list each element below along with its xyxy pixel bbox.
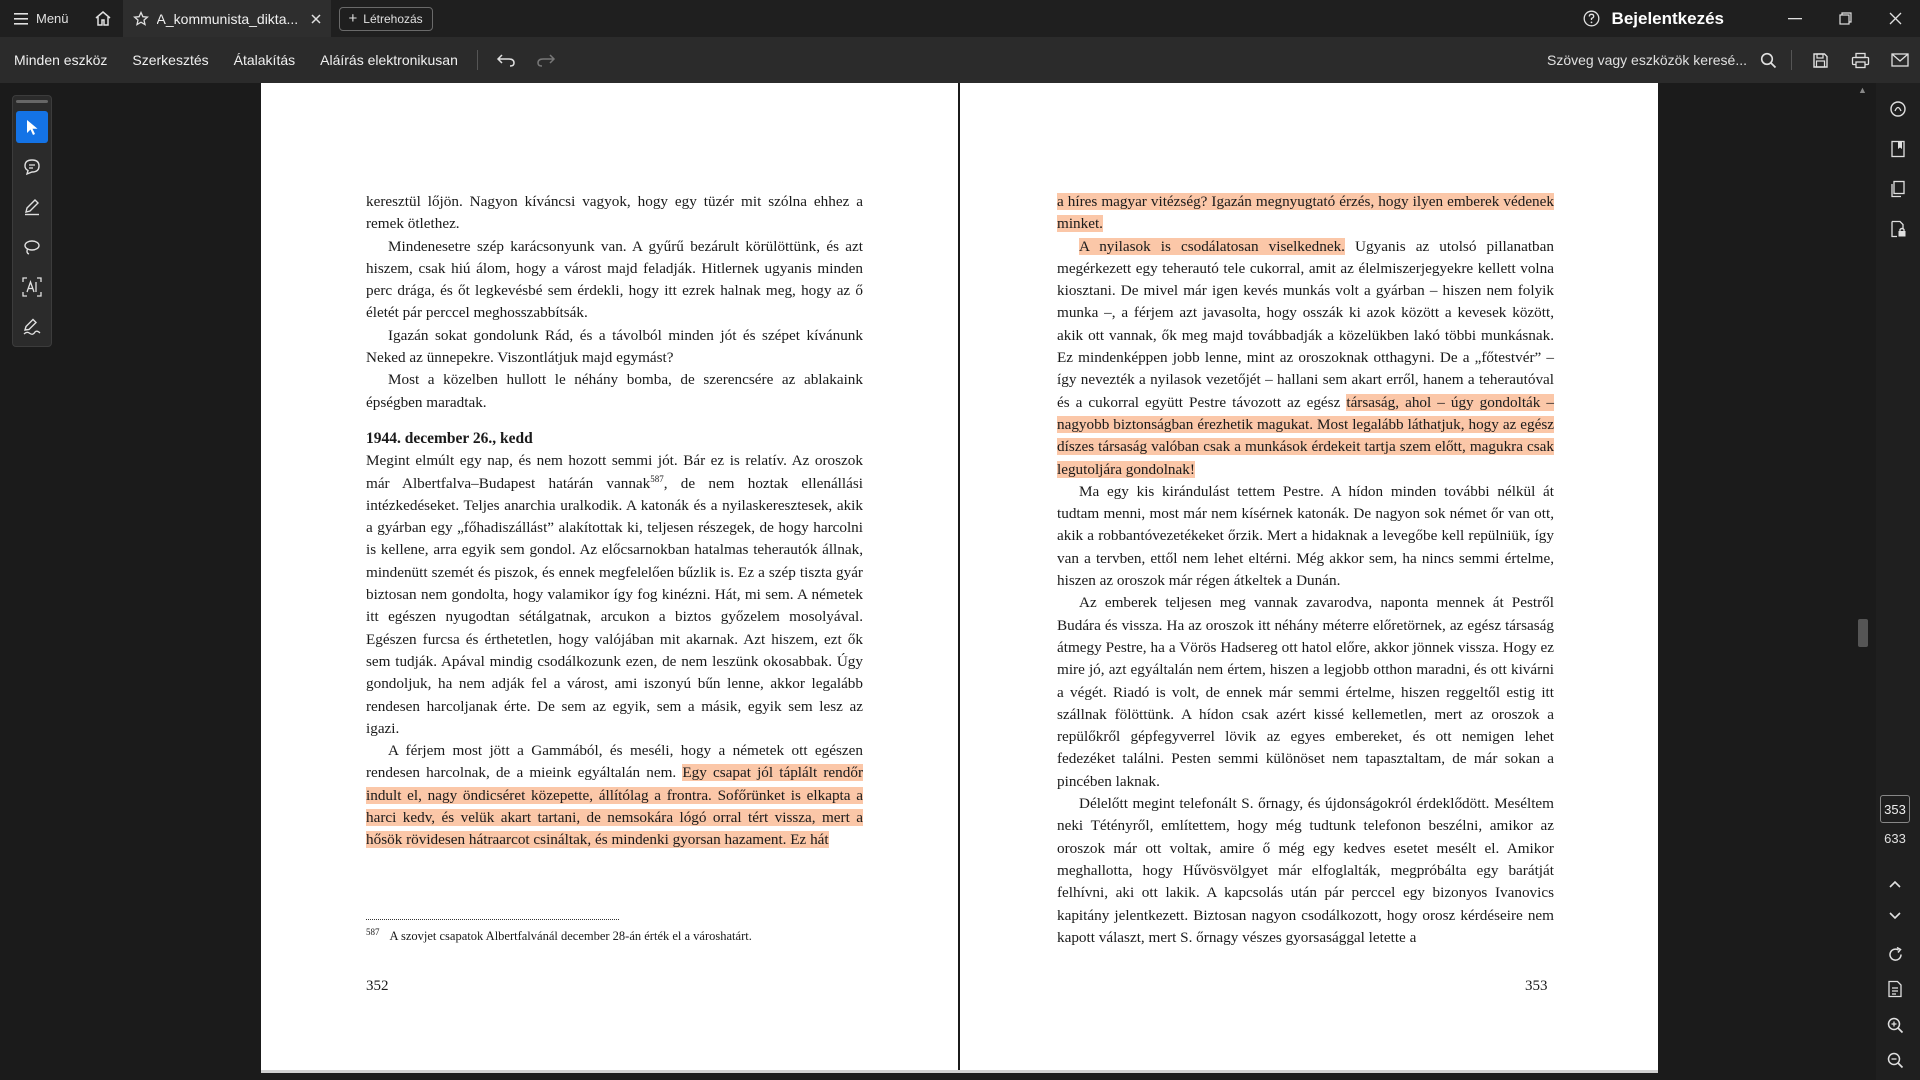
- paragraph: keresztül lőjön. Nagyon kíváncsi vagyok, hogy egy tüzér mit szólna ehhez a remek ötlethez.: [366, 193, 863, 233]
- redo-icon: [536, 53, 556, 67]
- search-tools-input[interactable]: Szöveg vagy eszközök keresé...: [1547, 52, 1747, 68]
- text-run: A férjem most jött a Gammából, és meséli, hogy a németek ott egészen rendesen harcolnak, de a mieink egyáltalán nem.: [366, 742, 863, 782]
- ai-assistant-button[interactable]: [1876, 89, 1920, 129]
- save-button[interactable]: [1800, 37, 1840, 83]
- footnote: [366, 927, 863, 944]
- edit-menu[interactable]: Szerkesztés: [132, 52, 209, 68]
- pages-button[interactable]: [1876, 169, 1920, 209]
- quick-tools-panel: [12, 95, 52, 347]
- title-bar: [0, 0, 1920, 37]
- document-tab[interactable]: [123, 0, 331, 37]
- highlight-annotation[interactable]: társaság, ahol – úgy gondolták – nagyobb biztonságban érezhetik magukat. Most legalább láthatjuk, hogy az egész díszes társaság valóban csak a munkások érdekeit tartja szem előtt, magukra csak legutoljára gondolnak!: [1057, 393, 1554, 478]
- zoom-in-icon: [1887, 1017, 1904, 1034]
- toolbar-divider: [1791, 50, 1792, 70]
- star-icon[interactable]: [133, 11, 149, 27]
- plus-icon: +: [348, 10, 358, 27]
- esign-menu[interactable]: Aláírás elektronikusan: [320, 52, 458, 68]
- restore-button[interactable]: [1820, 0, 1870, 37]
- footnote-text: A szovjet csapatok Albertfalvánál december 28-án érték el a városhatárt.: [389, 929, 752, 944]
- menu-label: Menü: [36, 11, 69, 26]
- paragraph: [366, 450, 863, 740]
- rotate-icon: [1887, 946, 1904, 963]
- page-number: 352: [366, 978, 389, 994]
- create-label: Létrehozás: [363, 11, 423, 26]
- next-page-button[interactable]: [1876, 896, 1914, 936]
- paragraph: [366, 740, 863, 851]
- right-side-panel: [1876, 83, 1920, 1080]
- redo-button[interactable]: [526, 37, 566, 83]
- zoom-in-button[interactable]: [1876, 1005, 1914, 1045]
- help-icon: [1583, 10, 1600, 27]
- page-display-button[interactable]: [1876, 969, 1914, 1009]
- zoom-out-icon: [1887, 1052, 1904, 1069]
- search-icon: [1760, 52, 1777, 69]
- vertical-scrollbar[interactable]: [1856, 83, 1868, 1080]
- close-window-button[interactable]: [1870, 0, 1920, 37]
- hamburger-icon: [14, 13, 28, 25]
- restore-icon: [1839, 12, 1852, 25]
- highlight-tool[interactable]: [16, 191, 48, 223]
- save-icon: [1812, 52, 1829, 69]
- lock-document-icon: [1889, 220, 1907, 238]
- sign-tool[interactable]: [16, 311, 48, 343]
- login-button[interactable]: Bejelentkezés: [1611, 8, 1724, 28]
- chevron-up-icon: [1889, 880, 1901, 888]
- paragraph: Most a közelben hullott le néhány bomba, de szerencsére az ablakaink épségben maradtak.: [366, 371, 863, 411]
- main-toolbar: [0, 37, 1920, 83]
- mail-icon: [1891, 53, 1909, 67]
- bookmark-icon: [1889, 140, 1907, 158]
- page-text-column: [1057, 191, 1554, 949]
- comment-icon: [23, 158, 41, 176]
- zoom-out-button[interactable]: [1876, 1040, 1914, 1080]
- lasso-icon: [23, 238, 41, 256]
- document-viewer[interactable]: [60, 83, 1860, 1080]
- create-button[interactable]: [339, 7, 433, 31]
- paragraph: Az emberek teljesen meg vannak zavarodva, naponta mennek át Pestről Budára és vissza. Ha az oroszok itt néhány méterre előretörnek, az egész társaság átmegy Pestre, ha a Vörös Hadsereg ott hatol előre, akkor jönnek vissza. Hogy ez mire jó, azt egyáltalán nem értem, hiszen a legjobb otthon maradni, és ott kivárni a végét. Riadó is volt, de ennek már semmi értelme, hiszen reggeltől estig itt szállnak fölöttünk. A hídon csak azért kissé kellemetlen, mert az oroszok a repülőkről gépfegyverrel lövik az egyes embereket, és ott nemigen lehet fedezéket találni. Pesten semmi különöset nem tapasztaltam, de már sokan a pincében laknak.: [1057, 594, 1554, 790]
- home-button[interactable]: [83, 0, 123, 37]
- next-page-edge: [261, 1070, 1658, 1073]
- page-352: [261, 83, 958, 1070]
- home-icon: [94, 10, 112, 27]
- cursor-icon: [25, 119, 39, 136]
- print-button[interactable]: [1840, 37, 1880, 83]
- paragraph: Ma egy kis kirándulást tettem Pestre. A hídon minden további nélkül át tudtam menni, most már nem kísérnek katonák. De nagyon sok német őr van ott, akik a robbantóvezetékeket őrzik. Mert a hidaknak a levegőbe kell repülniük, így van a tervben, ettől nem lehet eltérni. Még akkor sem, ha nincs semmi értelme, hiszen az oroszok már régen átkeltek a Dunán.: [1057, 482, 1554, 590]
- pen-icon: [23, 198, 41, 216]
- total-pages: 633: [1884, 831, 1906, 846]
- print-icon: [1851, 52, 1870, 69]
- menu-button[interactable]: [0, 0, 83, 37]
- highlight-annotation[interactable]: A nyilasok is csodálatosan viselkednek.: [1079, 237, 1345, 255]
- footnote-reference[interactable]: 587: [650, 473, 664, 484]
- page-text-column: [366, 191, 863, 852]
- text-run: Ugyanis az utolsó pillanatban megérkezett egy teherautó tele cukorral, amit az élelmiszerjegyekre kellett volna kiosztani. De mivel már igen kevés munkás volt a gyárban – hiszen nem folyik munka –, a férjem azt javasolta, hogy osszák ki azok között a kevesek között, akik ott vannak, ők meg majd továbbadják a közelükben lakó többi munkásnak. Ez mindenképpen jobb lenne, mint az oroszoknak otthagyni. De a „főtestvér” – így nevezték a nyilasok vezetőjét – hallani sem akart erről, hanem a teherautóval és a cukorral együtt Pestre távozott az egész: [1057, 237, 1554, 411]
- comment-tool[interactable]: [16, 151, 48, 183]
- highlight-annotation[interactable]: a híres magyar vitézség? Igazán megnyugtató érzés, hogy ilyen emberek védenek minket.: [1057, 193, 1554, 233]
- tab-title: A_kommunista_dikta...: [156, 10, 299, 27]
- current-page-input[interactable]: 353: [1880, 795, 1910, 823]
- footnote-separator: [366, 919, 619, 920]
- help-button[interactable]: [1572, 10, 1612, 27]
- scroll-up-icon[interactable]: ▲: [1858, 85, 1867, 95]
- ai-assistant-icon: [1889, 100, 1907, 118]
- text-run: , de nem hoztak ellenállási intézkedéseket. Teljes anarchia uralkodik. A katonák és a nyilaskeresztesek, akik a gyárban egy „főhadiszállást” alakítottak ki, teljesen részegek, de hogy harcolni is kellene, arra egyik sem gondol. Az előcsarnokban hatalmas teherautók állnak, mindenütt szemét és piszok, és ennek megfelelően bűzlik is. Ez a szép tiszta gyár biztosan nem gondolta, hogy valamikor így fog kinézni. Hát, mi sem. A németek itt egészen nyugodtan sétálgatnak, arcukon a biztos győzelem mosolyával. Egészen furcsa és érthetetlen, hogy valójában mit akarnak. Azt hiszem, ezt ők sem tudják. Apával mindig csodálkozunk ezen, de nem leszünk okosabbak. Úgy gondoljuk, ha nem adják fel a várost, ami iszonyú bűn lenne, akkor legalább rendesen harcoljanak érte. De sem az egyik, sem a másik, egyik sem lesz az igazi.: [366, 474, 863, 737]
- toolbar-divider: [477, 50, 478, 70]
- security-button[interactable]: [1876, 209, 1920, 249]
- footnote-number: 587: [366, 927, 380, 937]
- scroll-thumb[interactable]: [1858, 619, 1868, 647]
- highlight-annotation[interactable]: Egy csapat jól táplált rendőr indult el, nagy öndicséret közepette, állítólag a frontra. Sofőrünket is elkapta a harci kedv, és velük akart tartani, de nemsokára lógó orral tért vissza, mert a hősök rövidesen hátraarcot csináltak, és mindenki gyorsan hazament. Ez hát: [366, 764, 863, 849]
- minimize-icon: [1788, 18, 1802, 20]
- drag-handle[interactable]: [16, 100, 48, 103]
- pages-icon: [1889, 180, 1907, 198]
- page-number: 353: [1525, 978, 1548, 994]
- diary-entry-heading: 1944. december 26., kedd: [366, 429, 533, 447]
- paragraph: [1057, 191, 1554, 236]
- paragraph: [1057, 236, 1554, 481]
- convert-menu[interactable]: Átalakítás: [233, 52, 296, 68]
- undo-icon: [496, 53, 516, 67]
- lasso-tool[interactable]: [16, 231, 48, 263]
- minimize-button[interactable]: [1770, 0, 1820, 37]
- text-run: Megint elmúlt egy nap, és nem hozott semmi jót. Bár ez is relatív. Az oroszok már Albertfalva–Budapest határán vannak: [366, 452, 863, 492]
- bookmarks-button[interactable]: [1876, 129, 1920, 169]
- paragraph: Délelőtt megint telefonált S. őrnagy, és újdonságokról érdeklődött. Meséltem neki Tétényről, említettem, hogy még tudtunk telefonon beszélni, amikor az oroszok már ott voltak, amire ő még egy kedves esetet mesélt el. Amikor meghallotta, hogy Hűvösvölgyet már elfoglalták, megpróbálta egy barátját felhívni, aki ott lakik. A kapcsolás után pár perccel egy bizonyos Ivanovics kapitány jelentkezett. Biztosan nagyon csodálkozott, hogy orosz kérdéseire nem kapott választ, mert S. őrnagy vészes gyorsasággal letette a: [1057, 795, 1554, 946]
- page-353: [960, 83, 1658, 1070]
- text-select-tool[interactable]: [16, 271, 48, 303]
- all-tools-menu[interactable]: Minden eszköz: [14, 52, 108, 68]
- document-view-icon: [1887, 980, 1903, 998]
- undo-button[interactable]: [486, 37, 526, 83]
- select-tool[interactable]: [16, 111, 48, 143]
- text-recognition-icon: [22, 277, 42, 297]
- chevron-down-icon: [1889, 912, 1901, 920]
- paragraph: Igazán sokat gondolunk Rád, és a távolból minden jót és szépet kívánunk Neked az ünnepekre. Viszontlátjuk majd egymást?: [366, 326, 863, 367]
- search-button[interactable]: [1755, 37, 1781, 83]
- rotate-button[interactable]: [1876, 934, 1914, 974]
- paragraph: Mindenesetre szép karácsonyunk van. A gyűrű bezárult körülöttünk, és azt hiszem, csak hiú álom, hogy a várost majd feladják. Hitlernek ugyanis minden perc drága, és őt legkevésbé sem érdekli, hogy itt ezrek halnak meg, hogy az ő életét pár perccel meghosszabbítsák.: [366, 237, 863, 322]
- signature-icon: [22, 318, 42, 336]
- close-tab-icon[interactable]: [311, 14, 321, 24]
- close-icon: [1889, 12, 1902, 25]
- email-button[interactable]: [1880, 37, 1920, 83]
